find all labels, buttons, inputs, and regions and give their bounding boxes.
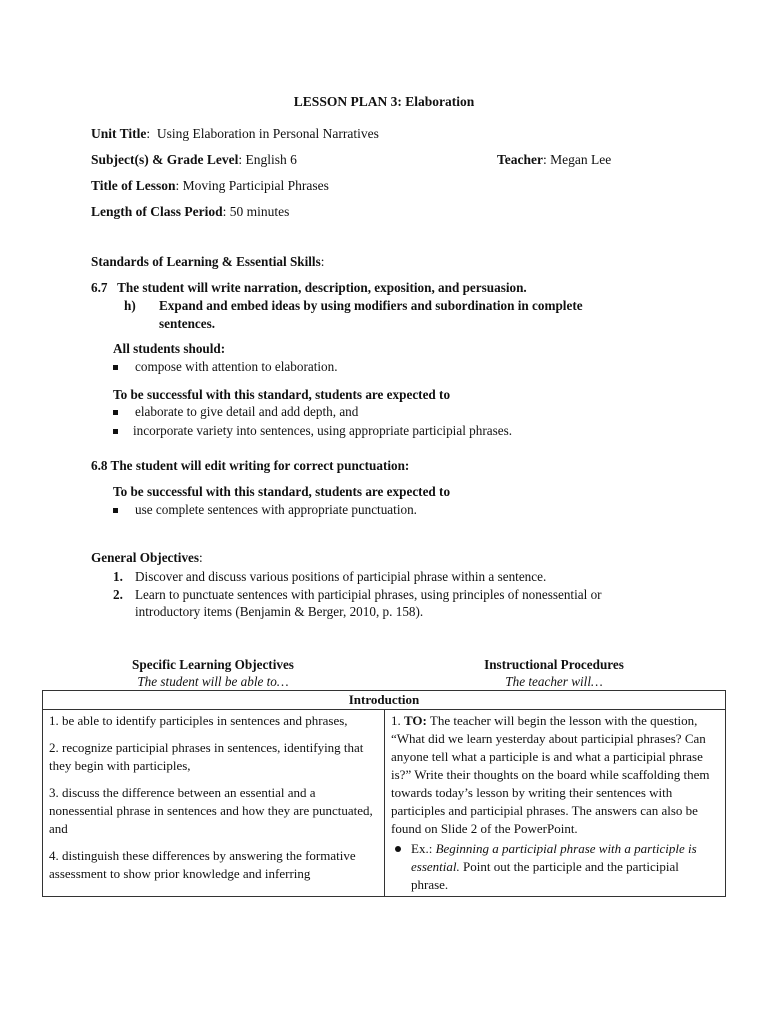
lesson-title-label: Title of Lesson: [91, 178, 176, 193]
objectives-heading: General Objectives:: [91, 550, 203, 565]
objectives-cell: [43, 710, 385, 897]
standard-6-7-h-line1: Expand and embed ideas by using modifiers and subordination in complete: [159, 298, 583, 313]
list-item: 2. Learn to punctuate sentences with participial phrases, using principles of nonessential or: [113, 587, 602, 602]
table-row: 4. distinguish these differences by answering the formative assessment to show prior knowledge and inferring: [49, 848, 356, 881]
standard-6-7-h-line2: sentences.: [159, 316, 216, 331]
left-column-subheader: The student will be able to…: [137, 674, 289, 689]
all-students-label: All students should:: [113, 341, 226, 356]
procedures-cell: [385, 710, 726, 897]
teacher-row: Teacher: Megan Lee: [497, 152, 612, 167]
procedure-step: 1. TO: The teacher will begin the lesson with the question, “What did we learn yesterday about participial phrases? Can anyone tell what a participle is and what a participial phrase is?” Write their thoughts on the board while scaffolding them towards today’s lesson by writing their sentences with participles and participial phrases. The answers can also be found on Slide 2 of the PowerPoint.: [391, 713, 710, 836]
subject-label: Subject(s) & Grade Level: [91, 152, 239, 167]
length-value: 50 minutes: [229, 204, 290, 219]
standard-6-7: 6.7 The student will write narration, description, exposition, and persuasion.: [91, 280, 527, 295]
unit-title-label: Unit Title: [91, 126, 147, 141]
standard-6-8: 6.8 The student will edit writing for correct punctuation:: [91, 458, 410, 473]
list-item: incorporate variety into sentences, using appropriate participial phrases.: [113, 423, 512, 439]
table-row: 3. discuss the difference between an essential and a nonessential phrase in sentences and how they are punctuated, and: [49, 785, 373, 836]
length-label: Length of Class Period: [91, 204, 223, 219]
list-item: use complete sentences with appropriate punctuation.: [113, 502, 417, 518]
right-column-subheader: The teacher will…: [505, 674, 603, 689]
expected-label-6-7: To be successful with this standard, students are expected to: [113, 387, 451, 402]
lesson-title-row: Title of Lesson: Moving Participial Phrases: [91, 178, 329, 193]
left-column-header: Specific Learning Objectives: [132, 657, 294, 672]
page-title: LESSON PLAN 3: Elaboration: [293, 94, 475, 109]
right-column-header: Instructional Procedures: [484, 657, 624, 672]
list-item: 1. Discover and discuss various positions of participial phrase within a sentence.: [113, 569, 547, 584]
expected-label-6-8: To be successful with this standard, students are expected to: [113, 484, 451, 499]
list-item: compose with attention to elaboration.: [113, 359, 338, 375]
table-row: 2. recognize participial phrases in sentences, identifying that they begin with participles,: [49, 740, 364, 773]
teacher-value: Megan Lee: [550, 152, 612, 167]
length-row: Length of Class Period: 50 minutes: [91, 204, 290, 219]
square-bullet-icon: [113, 508, 118, 513]
teacher-label: Teacher: [497, 152, 543, 167]
lesson-plan-table: [42, 690, 726, 897]
standards-heading: Standards of Learning & Essential Skills:: [91, 254, 325, 269]
subject-value: English 6: [245, 152, 297, 167]
square-bullet-icon: [113, 410, 118, 415]
list-item: elaborate to give detail and add depth, and: [113, 404, 358, 420]
list-item: Ex.: Beginning a participial phrase with a participle is essential. Point out the participle and the participial phrase.: [411, 840, 719, 894]
square-bullet-icon: [113, 365, 118, 370]
list-item-continuation: introductory items (Benjamin & Berger, 2010, p. 158).: [135, 604, 424, 619]
unit-title-value: Using Elaboration in Personal Narratives: [156, 126, 379, 141]
unit-title-row: Unit Title: Using Elaboration in Personal Narratives: [91, 126, 379, 141]
round-bullet-icon: [395, 846, 401, 852]
subject-row: Subject(s) & Grade Level: English 6: [91, 152, 297, 167]
square-bullet-icon: [113, 429, 118, 434]
standard-6-7-h-letter: h): [124, 298, 136, 313]
table-row: 1. be able to identify participles in sentences and phrases,: [49, 713, 348, 728]
section-introduction: Introduction: [43, 691, 726, 710]
lesson-title-value: Moving Participial Phrases: [182, 178, 329, 193]
